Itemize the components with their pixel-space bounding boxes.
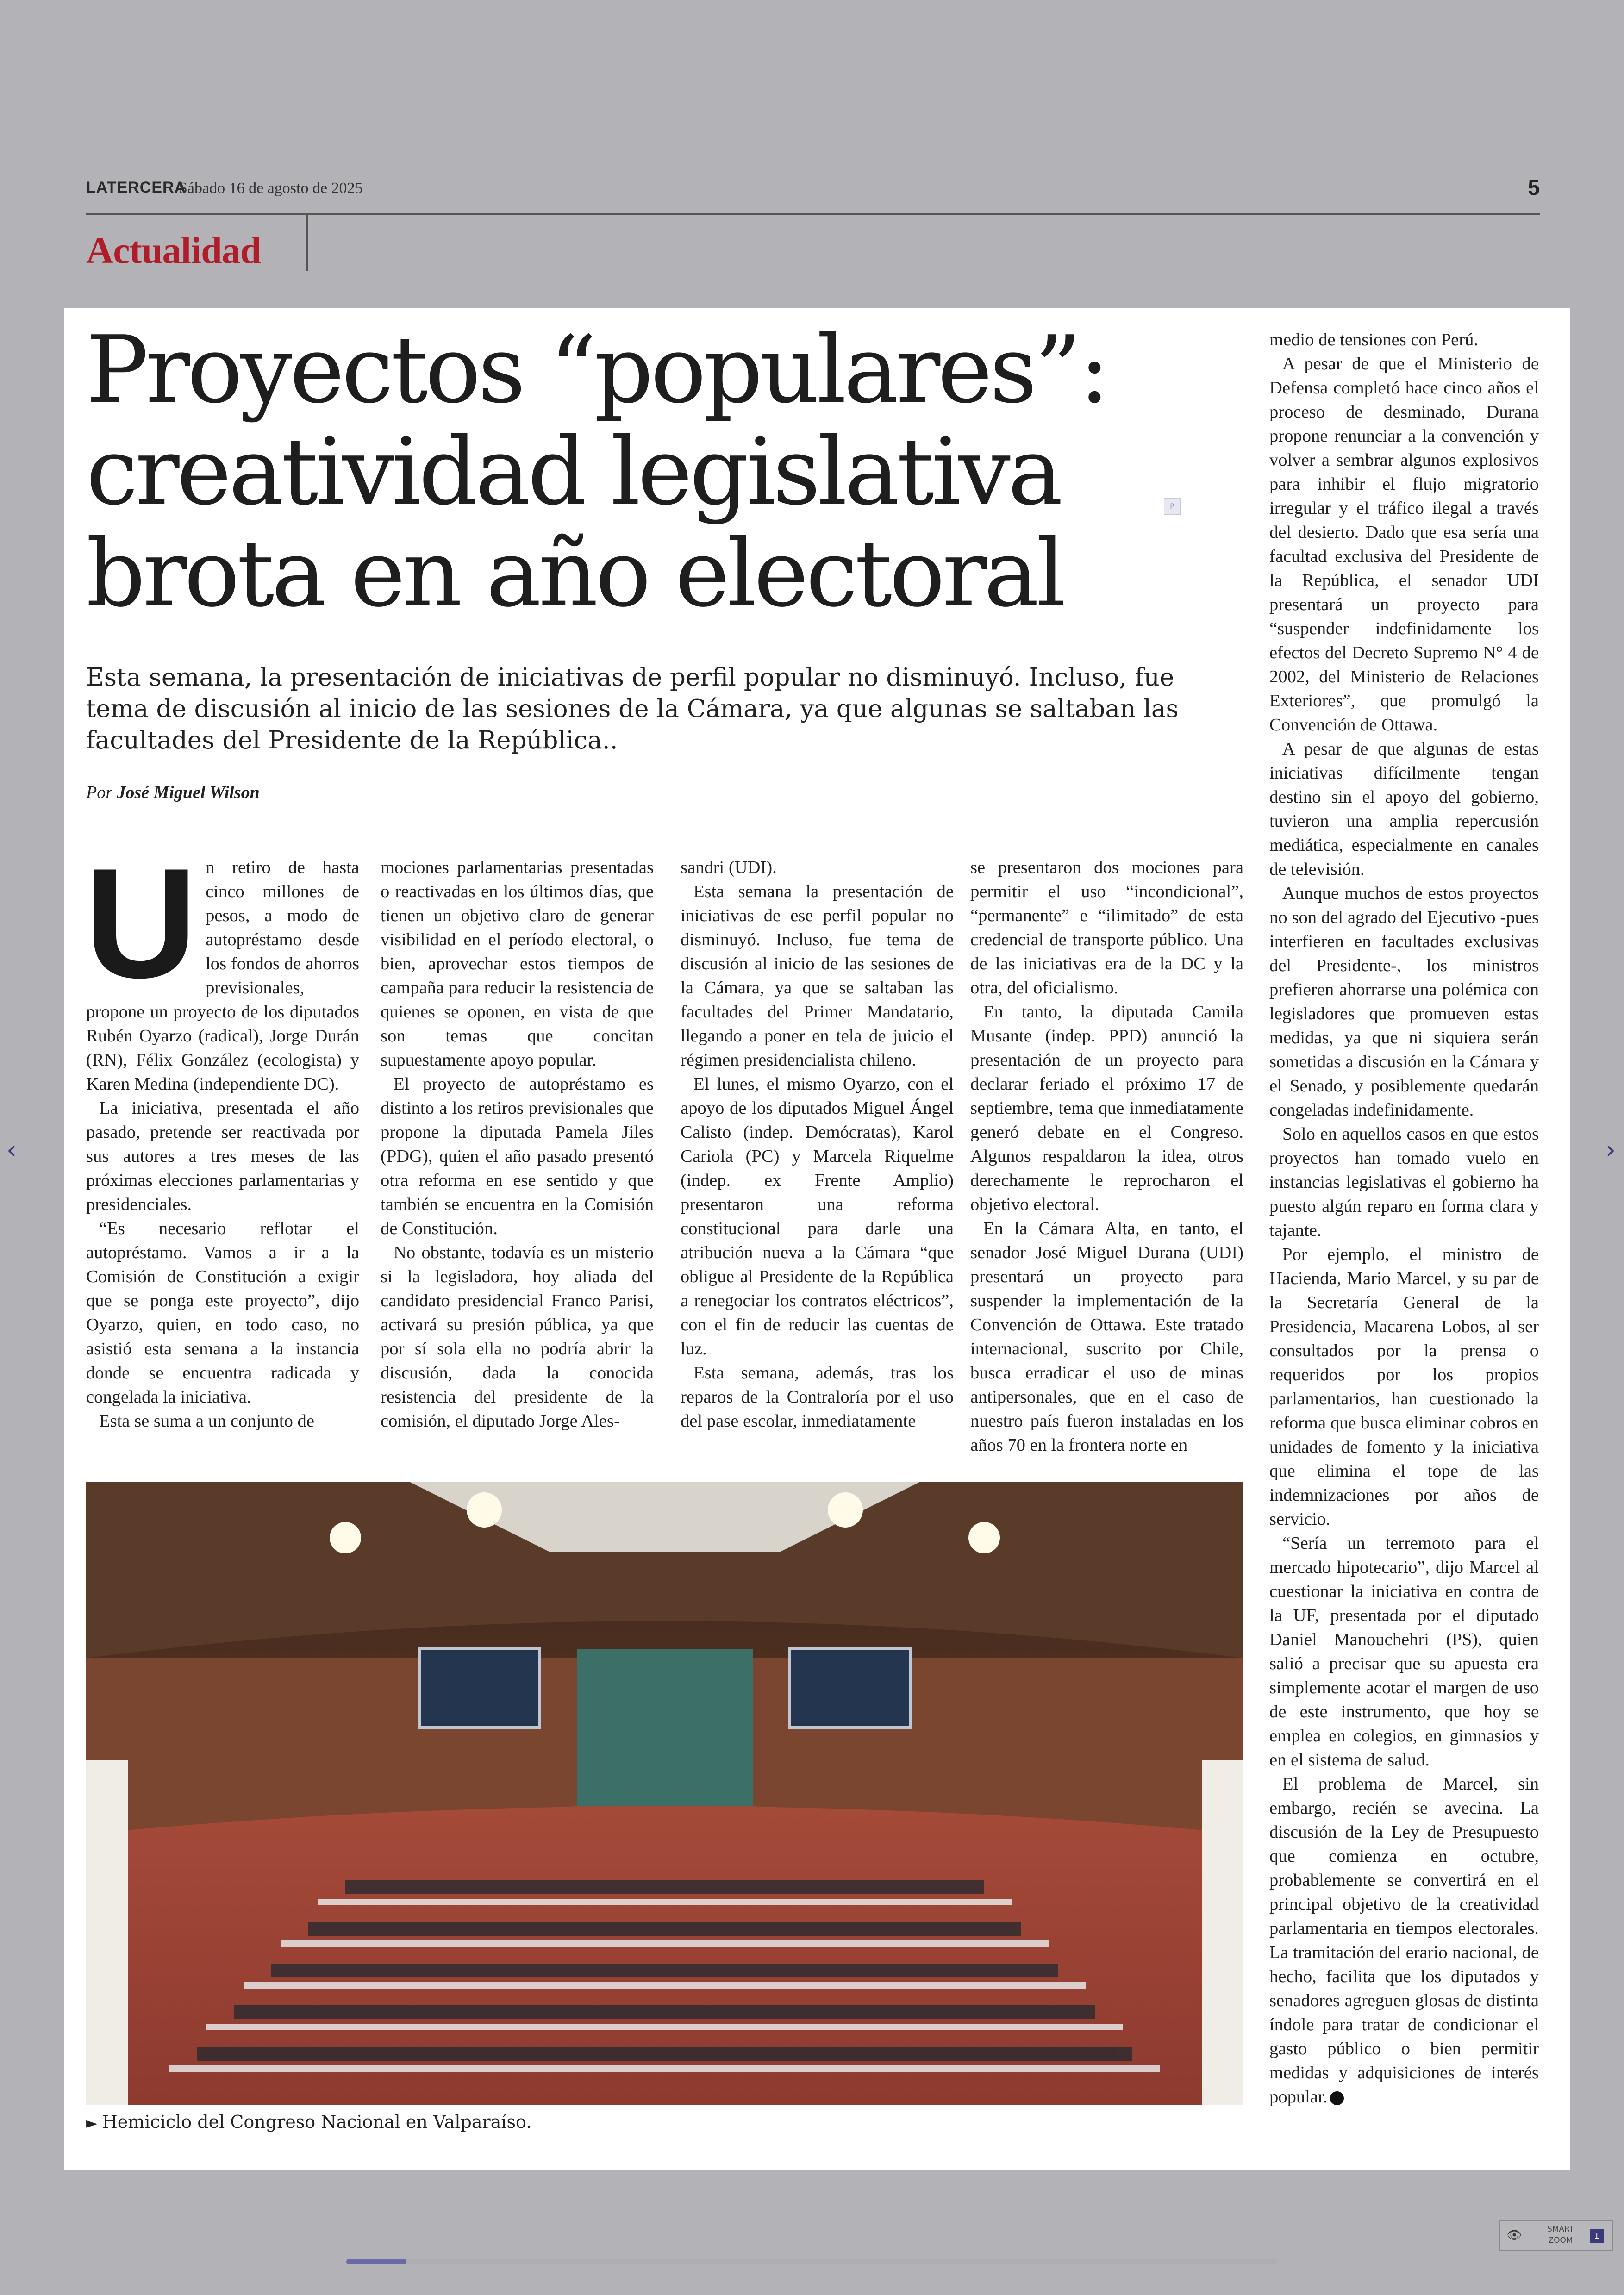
paragraph: A pesar de que el Ministerio de Defensa completó hace cinco años el proceso de desminado, Durana propone renunciar a la convención y volver a sembrar algunos explosivos para inhibir el flujo migratorio irregular y el tráfico ilegal a través del desierto. Dado que esa sería una facultad exclusiva del Presidente de la República, el senador UDI presentará un proyecto para “suspender indefinidamente los efectos del Decreto Supremo N° 4 de 2002, del Ministerio de Relaciones Exteriores”, que promulgó la Convención de Ottawa. bbox=[1269, 354, 1539, 735]
section-divider bbox=[306, 215, 308, 271]
paragraph: se presentaron dos mociones para permitir el uso “incondicional”, “permanente” e “ilimitado” de esta credencial de transporte público. Una de las iniciativas era de la DC y la otra, del oficialismo. bbox=[970, 858, 1243, 998]
chevron-left-icon[interactable]: ‹ bbox=[6, 1135, 17, 1165]
page-note-icon[interactable]: P bbox=[1164, 498, 1181, 515]
photo-caption bbox=[86, 2112, 531, 2132]
byline-prefix: Por bbox=[86, 783, 112, 802]
drop-cap: U bbox=[84, 836, 198, 1010]
page-scrollbar[interactable] bbox=[346, 2259, 1277, 2264]
paragraph: medio de tensiones con Perú. bbox=[1269, 330, 1479, 349]
smart-zoom-toggle[interactable]: 1 bbox=[1590, 2229, 1604, 2243]
smart-zoom-label-line: SMART bbox=[1547, 2225, 1574, 2234]
article-column-3 bbox=[681, 855, 954, 1433]
paragraph: n retiro de hasta cinco millones de pesos, a modo de autopréstamo desde los fondos de ahorros previsionales, propone un proyecto de los diputados Rubén Oyarzo (radical), Jorge Durán (RN), Félix González (ecologista) y Karen Medina (independiente DC). bbox=[86, 858, 359, 1094]
paragraph: “Sería un terremoto para el mercado hipotecario”, dijo Marcel al cuestionar la iniciativa en contra de la UF, presentada por el diputado Daniel Manouchehri (PS), quien salió a precisar que su apuesta era simplemente acotar el margen de uso de este instrumento, que hoy se emplea en colegios, en gimnasios y en el sistema de salud. bbox=[1269, 1534, 1539, 1770]
paragraph: Esta se suma a un conjunto de bbox=[99, 1411, 314, 1431]
headline-line: creatividad legislativa bbox=[86, 418, 1061, 526]
paragraph: La iniciativa, presentada el año pasado, pretende ser reactivada por sus autores a tres meses de las próximas elecciones parlamentarias y presidenciales. bbox=[86, 1098, 359, 1214]
caption-arrow-icon: ► bbox=[86, 2114, 98, 2132]
paragraph: A pesar de que algunas de estas iniciativas difícilmente tengan destino sin el apoyo del gobierno, tuvieron una amplia repercusión mediática, especialmente en canales de televisión. bbox=[1269, 739, 1539, 879]
photo-illustration bbox=[86, 1482, 1243, 2105]
article-column-4 bbox=[970, 855, 1243, 1457]
paragraph: En tanto, la diputada Camila Musante (indep. PPD) anunció la presentación de un proyecto para declarar feriado el próximo 17 de septiembre, tema que inmediatamente generó debate en el Congreso. Algunos respaldaron la idea, otros derechamente le reprocharon el objetivo electoral. bbox=[970, 1002, 1243, 1214]
paragraph: El proyecto de autopréstamo es distinto a los retiros previsionales que propone la diputada Pamela Jiles (PDG), quien el año pasado presentó otra reforma en ese sentido y que también se encuentra en la Comisión de Constitución. bbox=[381, 1074, 654, 1238]
smart-zoom-label bbox=[1540, 2224, 1581, 2246]
article-column-5 bbox=[1269, 328, 1539, 2109]
section-title: Actualidad bbox=[86, 229, 261, 271]
masthead-rule bbox=[86, 213, 1540, 215]
smart-zoom-control[interactable] bbox=[1499, 2220, 1613, 2251]
caption-text: Hemiciclo del Congreso Nacional en Valparaíso. bbox=[102, 2112, 532, 2132]
paragraph bbox=[1269, 1772, 1539, 2109]
scrollbar-thumb[interactable] bbox=[346, 2259, 406, 2264]
paragraph: No obstante, todavía es un misterio si la legisladora, hoy aliada del candidato presidencial Franco Parisi, activará su presión pública, ya que por sí sola ella no podría abrir la discusión, dada la conocida resistencia del presidente de la comisión, el diputado Jorge Ales- bbox=[381, 1243, 654, 1431]
paragraph: Esta semana la presentación de iniciativas de ese perfil popular no disminuyó. Incluso, fue tema de discusión al inicio de las sesiones de la Cámara, ya que se saltaban las facultades del Primer Mandatario, llegando a poner en tela de juicio el régimen presidencialista chileno. bbox=[681, 882, 954, 1070]
byline bbox=[86, 782, 260, 803]
paragraph: El lunes, el mismo Oyarzo, con el apoyo de los diputados Miguel Ángel Calisto (indep. Demócratas), Karol Cariola (PC) y Marcela Riquelme (indep. ex Frente Amplio) presentaron una reforma constitucional para darle una atribución nueva a la Cámara “que obligue al Presidente de la República a renegociar los contratos eléctricos”, con el fin de reducir las cuentas de luz. bbox=[681, 1074, 954, 1359]
masthead bbox=[86, 175, 1540, 216]
headline-line: Proyectos “populares”: bbox=[86, 316, 1107, 424]
smart-zoom-label-line: ZOOM bbox=[1548, 2236, 1573, 2245]
paragraph: mociones parlamentarias presentadas o reactivadas en los últimos días, que tienen un objetivo claro de generar visibilidad en el período electoral, o bien, aprovechar estos tiempos de campaña para reducir la resistencia de quienes se oponen, en vista de que son temas que concitan supuestamente apoyo popular. bbox=[381, 858, 654, 1070]
newspaper-brand: LATERCERA bbox=[86, 179, 187, 196]
byline-author: José Miguel Wilson bbox=[117, 783, 260, 802]
article-headline bbox=[86, 316, 1253, 628]
page-number: 5 bbox=[1528, 175, 1540, 200]
paragraph: En la Cámara Alta, en tanto, el senador José Miguel Durana (UDI) presentará un proyecto para suspender la implementación de la Convención de Ottawa. Este tratado internacional, suscrito por Chile, busca erradicar el uso de minas antipersonales, que en el caso de nuestro país fueron instaladas en los años 70 en la frontera norte en bbox=[970, 1219, 1243, 1455]
paragraph: Solo en aquellos casos en que estos proyectos han tomado vuelo en instancias legislativas el gobierno ha puesto algún reparo en forma clara y tajante. bbox=[1269, 1124, 1539, 1240]
paragraph: “Es necesario reflotar el autopréstamo. Vamos a ir a la Comisión de Constitución a exigir que se ponga este proyecto”, dijo Oyarzo, quien, en todo caso, no asistió esta semana a la instancia donde se encuentra radicada y congelada la iniciativa. bbox=[86, 1219, 359, 1407]
end-mark-icon bbox=[1330, 2091, 1344, 2105]
article-column-2 bbox=[381, 855, 654, 1433]
paragraph-text: El problema de Marcel, sin embargo, recién se avecina. La discusión de la Ley de Presupuesto que comienza en octubre, probablemente se convertirá en el principal objetivo de la creatividad parlamentaria en tiempos electorales. La tramitación del erario nacional, de hecho, facilita que los diputados y senadores agreguen glosas de distinta índole para tratar de condicionar el gasto público o bien permitir medidas y adquisiciones de interés popular. bbox=[1269, 1774, 1539, 2107]
article-column-1 bbox=[84, 836, 359, 1433]
congress-chamber-photo[interactable] bbox=[86, 1482, 1243, 2105]
paragraph: Esta semana, además, tras los reparos de la Contraloría por el uso del pase escolar, inmediatamente bbox=[681, 1363, 954, 1431]
paragraph: sandri (UDI). bbox=[681, 858, 777, 877]
article-dek: Esta semana, la presentación de iniciativas de perfil popular no disminuyó. Incluso, fue tema de discusión al inicio de las sesiones de la Cámara, ya que algunas se saltaban las facultades del Presidente de la República.. bbox=[86, 663, 1179, 755]
paragraph: Por ejemplo, el ministro de Hacienda, Mario Marcel, y su par de la Secretaría General de la Presidencia, Macarena Lobos, al ser consultados por la prensa o requeridos por los propios parlamentarios, han cuestionado la reforma que busca eliminar cobros en unidades de fomento y la iniciativa que elimina el tope de las indemnizaciones por años de servicio. bbox=[1269, 1245, 1539, 1529]
headline-line: brota en año electoral bbox=[86, 520, 1063, 628]
chevron-right-icon[interactable]: › bbox=[1605, 1135, 1616, 1165]
eye-icon: 👁 bbox=[1506, 2228, 1522, 2242]
issue-date: Sábado 16 de agosto de 2025 bbox=[179, 180, 363, 197]
paragraph: Aunque muchos de estos proyectos no son del agrado del Ejecutivo -pues interfieren en facultades exclusivas del Presidente-, los ministros prefieren ahorrarse una polémica con legisladores que promueven estas medidas, ya que ni siquiera serán sometidas a discusión en la Cámara y el Senado, y posiblemente quedarán congeladas indefinidamente. bbox=[1269, 884, 1539, 1120]
